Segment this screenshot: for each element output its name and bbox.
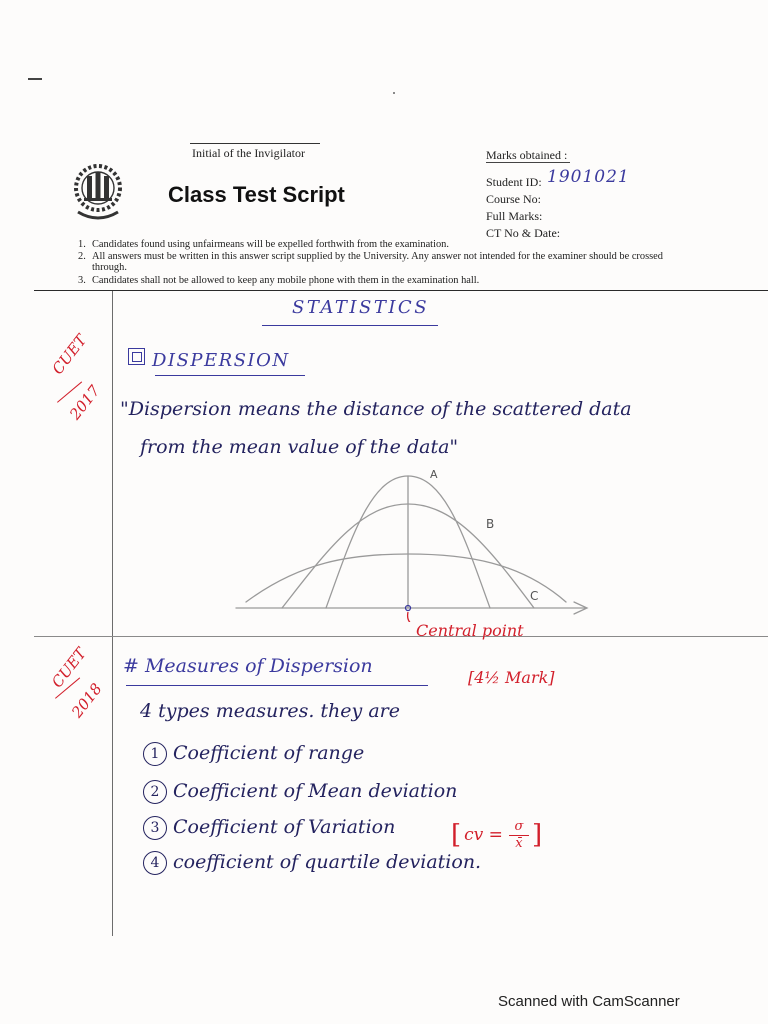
marks-note: [4½ Mark] <box>468 668 555 687</box>
list-item <box>143 816 395 840</box>
list-item <box>143 780 457 804</box>
measures-heading-underline <box>126 685 428 686</box>
item-number: 3 <box>143 816 167 840</box>
script-title: Class Test Script <box>168 182 345 207</box>
marks-underline <box>486 162 570 163</box>
rule-number: 2. <box>78 251 86 262</box>
cv-formula-lhs: cv = <box>464 825 503 845</box>
item-text: Coefficient of Mean deviation <box>173 780 458 802</box>
subject-heading: STATISTICS <box>292 297 430 318</box>
scan-dot <box>393 92 395 94</box>
cv-numerator: σ <box>514 818 524 834</box>
corner-mark <box>28 78 42 80</box>
measures-heading: # Measures of Dispersion <box>123 655 373 677</box>
university-logo-icon <box>70 158 126 226</box>
subject-heading-underline <box>262 325 438 326</box>
cv-fraction <box>509 820 529 851</box>
rule-text: All answers must be written in this answer script supplied by the University. Any answer not intended for the examiner should be crossed through. <box>92 251 663 273</box>
rule-number: 3. <box>78 275 86 286</box>
scanner-watermark: Scanned with CamScanner <box>498 993 680 1010</box>
dispersion-curves-sketch <box>230 462 600 622</box>
rule-number: 1. <box>78 239 86 250</box>
curve-label-c: C <box>530 589 539 603</box>
student-id-value: 1901021 <box>547 167 630 187</box>
rule-text: Candidates found using unfairmeans will be expelled forthwith from the examination. <box>92 239 449 250</box>
list-item <box>143 742 364 766</box>
exam-rule-3 <box>78 275 688 286</box>
section-heading-underline <box>155 375 305 376</box>
curve-label-b: B <box>486 517 495 531</box>
section-box-icon <box>128 348 145 365</box>
cv-formula <box>451 818 542 852</box>
curve-c <box>246 554 566 602</box>
item-text: Coefficient of range <box>173 742 365 764</box>
definition-text-line: from the mean value of the data" <box>140 436 459 458</box>
marks-obtained-label: Marks obtained : <box>486 148 568 162</box>
full-marks-label: Full Marks: <box>486 209 543 223</box>
list-item <box>143 851 481 875</box>
exam-tag-name: CUET <box>48 644 90 692</box>
exam-tag-year: 2018 <box>68 679 106 722</box>
item-text: Coefficient of Variation <box>173 816 396 838</box>
central-point-label: Central point <box>416 621 524 640</box>
definition-text-line: "Dispersion means the distance of the scattered data <box>120 398 632 420</box>
exam-rule-1 <box>78 239 688 250</box>
section-separator <box>34 636 768 637</box>
student-id-label: Student ID: <box>486 175 542 189</box>
item-number: 2 <box>143 780 167 804</box>
curve-label-a: A <box>430 468 438 481</box>
header-divider <box>34 290 768 291</box>
item-text: coefficient of quartile deviation. <box>173 851 482 873</box>
rule-text: Candidates shall not be allowed to keep any mobile phone with them in the examination hall. <box>92 275 480 286</box>
exam-tag-name: CUET <box>48 331 91 378</box>
bracket-open: [ <box>451 820 462 850</box>
item-number: 1 <box>143 742 167 766</box>
item-number: 4 <box>143 851 167 875</box>
bracket-close: ] <box>531 820 543 850</box>
section-heading: DISPERSION <box>152 350 290 371</box>
invigilator-label: Initial of the Invigilator <box>192 146 305 160</box>
course-no-label: Course No: <box>486 192 541 206</box>
exam-rule-2 <box>78 251 690 273</box>
cv-denominator: x̄ <box>515 835 523 851</box>
invigilator-signature-line <box>190 143 320 144</box>
margin-line <box>112 291 113 936</box>
types-intro: 4 types measures. they are <box>140 700 400 722</box>
exam-tag-year: 2017 <box>66 381 104 424</box>
ct-date-label: CT No & Date: <box>486 226 561 240</box>
